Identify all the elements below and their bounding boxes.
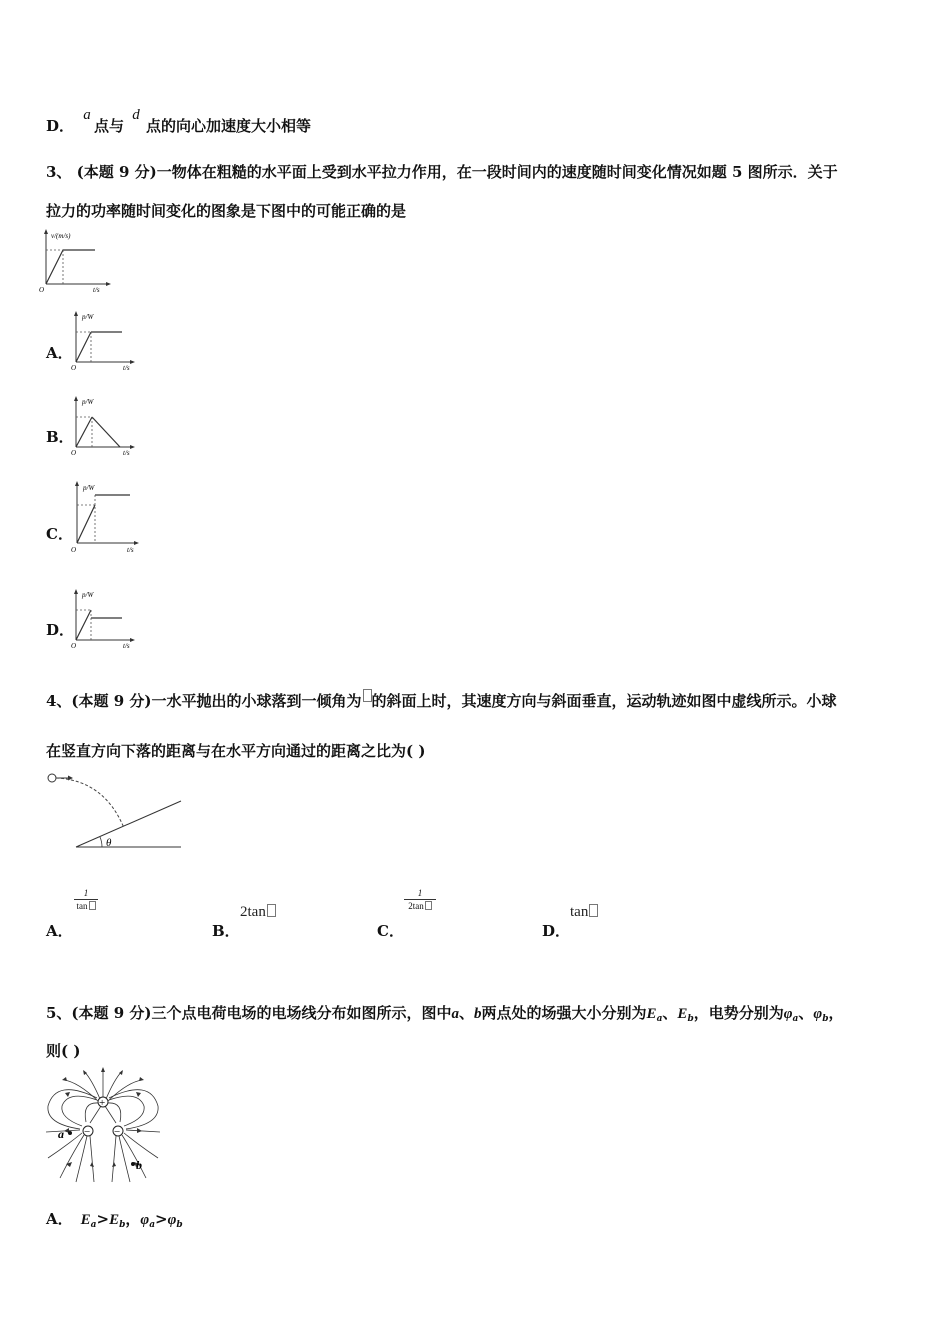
q3-velocity-graph [38, 228, 113, 294]
q3-option-a-label: A． [46, 344, 73, 362]
point-a-label: a [58, 1127, 64, 1141]
q3-option-b-graph [68, 395, 140, 457]
potential-phi: φ [167, 1212, 177, 1228]
greater-than: > [155, 1210, 168, 1228]
comma: ， [693, 1004, 709, 1022]
separator: 、 [662, 1004, 678, 1022]
point-b-label: b [136, 1158, 142, 1172]
subscript-a: a [792, 1014, 799, 1024]
separator: 、 [459, 1004, 475, 1022]
potential-phi: φ [783, 1006, 793, 1022]
q4-option-b-label: B． [212, 922, 240, 940]
subscript-a: a [90, 1220, 97, 1230]
q5-option-a [46, 1208, 183, 1230]
field-E: E [80, 1212, 91, 1228]
q3-stem-line1: 3、 (本题 9 分)一物体在粗糙的水平面上受到水平拉力作用，在一段时间内的速度随时间变化情况如题 5 图所示．关于 [46, 163, 838, 181]
q5-stem-line2: 则( ) [46, 1042, 81, 1060]
math-var-a: a [451, 1006, 460, 1022]
separator: 、 [798, 1004, 814, 1022]
field-E: E [646, 1006, 657, 1022]
fraction-denominator: tan [76, 901, 88, 911]
q4-option-a-label: A． [46, 922, 73, 940]
fraction-numerator: 1 [83, 888, 89, 898]
potential-phi: φ [813, 1006, 823, 1022]
axis-origin: O [71, 364, 77, 372]
subscript-a: a [149, 1220, 156, 1230]
q5-stem-line1 [46, 1002, 844, 1024]
greater-than: > [96, 1210, 110, 1228]
math-expr: tan [570, 904, 589, 920]
missing-glyph-box [363, 689, 372, 702]
math-var-d: d [132, 107, 140, 123]
q4-stem-line1 [46, 689, 837, 711]
math-expr: 2tan [240, 904, 266, 920]
q4-stem-part2: 的斜面上时，其速度方向与斜面垂直，运动轨迹如图中虚线所示。小球 [371, 692, 837, 710]
option-label: A． [46, 1210, 73, 1228]
q4-option-a-fraction [74, 888, 98, 911]
q3-option-d-label: D． [46, 621, 75, 639]
subscript-b: b [176, 1220, 183, 1230]
q4-option-c-label: C． [377, 922, 404, 940]
q3-option-b-label: B． [46, 428, 74, 446]
missing-glyph-box [589, 904, 598, 917]
fraction-numerator: 1 [417, 888, 423, 898]
axis-label-y: p/W [82, 313, 94, 321]
point-a-dot [68, 1131, 72, 1135]
math-var-b: b [474, 1006, 482, 1022]
subscript-b: b [687, 1014, 694, 1024]
subscript-a: a [656, 1014, 663, 1024]
field-E: E [677, 1006, 688, 1022]
field-E: E [109, 1212, 120, 1228]
q4-option-d-expr [570, 904, 598, 921]
q3-option-c-graph [68, 480, 144, 556]
axis-origin: O [71, 449, 77, 457]
axis-label-x: t/s [123, 449, 130, 457]
q4-option-c-fraction [404, 888, 436, 911]
missing-glyph-box [89, 901, 96, 910]
axis-origin: O [71, 642, 77, 650]
axis-label-y: v/(m/s) [51, 232, 71, 240]
missing-glyph-box [425, 901, 432, 910]
axis-label-x: t/s [123, 642, 130, 650]
fraction-bar [74, 899, 98, 900]
axis-label-y: p/W [82, 591, 94, 599]
axis-origin: O [39, 286, 45, 294]
q3-stem-line2: 拉力的功率随时间变化的图象是下图中的可能正确的是 [46, 202, 407, 220]
q3-option-c-label: C． [46, 525, 73, 543]
axis-label-x: t/s [93, 286, 100, 294]
axis-label-x: t/s [127, 546, 134, 554]
q2-option-d [46, 107, 311, 136]
fraction-denominator: 2tan [408, 901, 424, 911]
axis-origin: O [71, 546, 77, 554]
q5-stem-part: 电势分别为 [708, 1004, 784, 1022]
plus-sign: + [99, 1097, 106, 1109]
axis-label-y: p/W [83, 484, 95, 492]
q4-stem-part1: 4、(本题 9 分)一水平抛出的小球落到一倾角为 [46, 692, 362, 710]
fraction-bar [404, 899, 436, 900]
q5-stem-part: 5、(本题 9 分)三个点电荷电场的电场线分布如图所示，图中 [46, 1004, 452, 1022]
minus-sign-right: − [114, 1126, 121, 1138]
comma: ， [125, 1210, 141, 1228]
option-text: 点与 [93, 117, 124, 135]
comma: ， [828, 1004, 844, 1022]
axis-label-y: p/W [82, 398, 94, 406]
math-var-a: a [83, 107, 91, 123]
potential-phi: φ [140, 1212, 150, 1228]
angle-theta-label: θ [106, 837, 112, 849]
q3-option-d-graph [68, 588, 140, 650]
q3-option-a-graph [68, 310, 140, 372]
q5-stem-part: 两点处的场强大小分别为 [481, 1004, 647, 1022]
minus-sign-left: − [84, 1126, 91, 1138]
point-b-dot [131, 1162, 135, 1166]
subscript-b: b [119, 1220, 126, 1230]
option-label: D． [46, 117, 75, 135]
option-text: 点的向心加速度大小相等 [145, 117, 311, 135]
q4-stem-line2: 在竖直方向下落的距离与在水平方向通过的距离之比为( ) [46, 742, 426, 760]
missing-glyph-box [267, 904, 276, 917]
q5-field-lines-figure [42, 1066, 166, 1184]
subscript-b: b [822, 1014, 829, 1024]
q4-option-b-expr [240, 904, 276, 921]
q4-option-d-label: D． [542, 922, 571, 940]
axis-label-x: t/s [123, 364, 130, 372]
q4-incline-figure [44, 770, 184, 855]
